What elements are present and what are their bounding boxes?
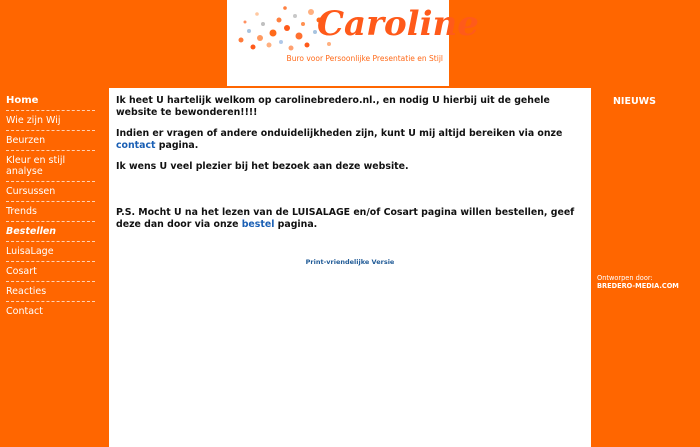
main-content — [109, 88, 591, 447]
sidebar-item-cosart[interactable]: Cosart — [6, 262, 95, 282]
sidebar-item-beurzen[interactable]: Beurzen — [6, 131, 95, 151]
news-heading: NIEUWS — [612, 96, 656, 107]
ps-text: P.S. Mocht U na het lezen van de LUISALAGE en/of Cosart pagina willen bestellen, geef deze dan door via onze — [116, 207, 575, 230]
ps-paragraph — [116, 207, 578, 231]
ps-text-end: pagina. — [274, 219, 318, 230]
header — [0, 0, 700, 88]
questions-text-end: pagina. — [155, 140, 199, 151]
questions-text: Indien er vragen of andere onduidelijkheden zijn, kunt U mij altijd bereiken via onze — [116, 128, 563, 139]
sidebar-item-luisalage[interactable]: LuisaLage — [6, 242, 95, 262]
questions-paragraph — [116, 128, 578, 152]
sidebar-item-trends[interactable]: Trends — [6, 202, 95, 222]
sidebar-item-reacties[interactable]: Reacties — [6, 282, 95, 302]
logo[interactable] — [227, 0, 479, 86]
print-friendly-link[interactable]: Print-vriendelijke Versie — [305, 258, 395, 266]
contact-link[interactable]: contact — [116, 140, 156, 151]
designer-credit — [597, 274, 697, 290]
bestel-link[interactable]: bestel — [241, 219, 275, 230]
sidebar-item-home[interactable]: Home — [6, 88, 95, 111]
logo-title: Caroline — [317, 4, 479, 44]
sidebar-item-kleur-en-stijl-analyse[interactable]: Kleur en stijl analyse — [6, 151, 95, 182]
sidebar-item-bestellen[interactable]: Bestellen — [6, 222, 95, 242]
sidebar-nav — [0, 88, 109, 447]
sidebar-item-contact[interactable]: Contact — [6, 306, 43, 317]
content-text — [116, 95, 578, 240]
wish-paragraph: Ik wens U veel plezier bij het bezoek aan deze website. — [116, 161, 409, 172]
designed-by-label: Ontworpen door: — [597, 274, 653, 282]
logo-tagline: Buro voor Persoonlijke Presentatie en Stijl — [286, 54, 443, 63]
right-column — [591, 88, 700, 447]
sidebar-item-wie-zijn-wij[interactable]: Wie zijn Wij — [6, 111, 95, 131]
welcome-paragraph: Ik heet U hartelijk welkom op carolinebredero.nl., en nodig U hierbij uit de gehele website te bewonderen!!!! — [116, 95, 550, 118]
sidebar-item-cursussen[interactable]: Cursussen — [6, 182, 95, 202]
designer-link[interactable]: BREDERO-MEDIA.COM — [597, 282, 679, 290]
